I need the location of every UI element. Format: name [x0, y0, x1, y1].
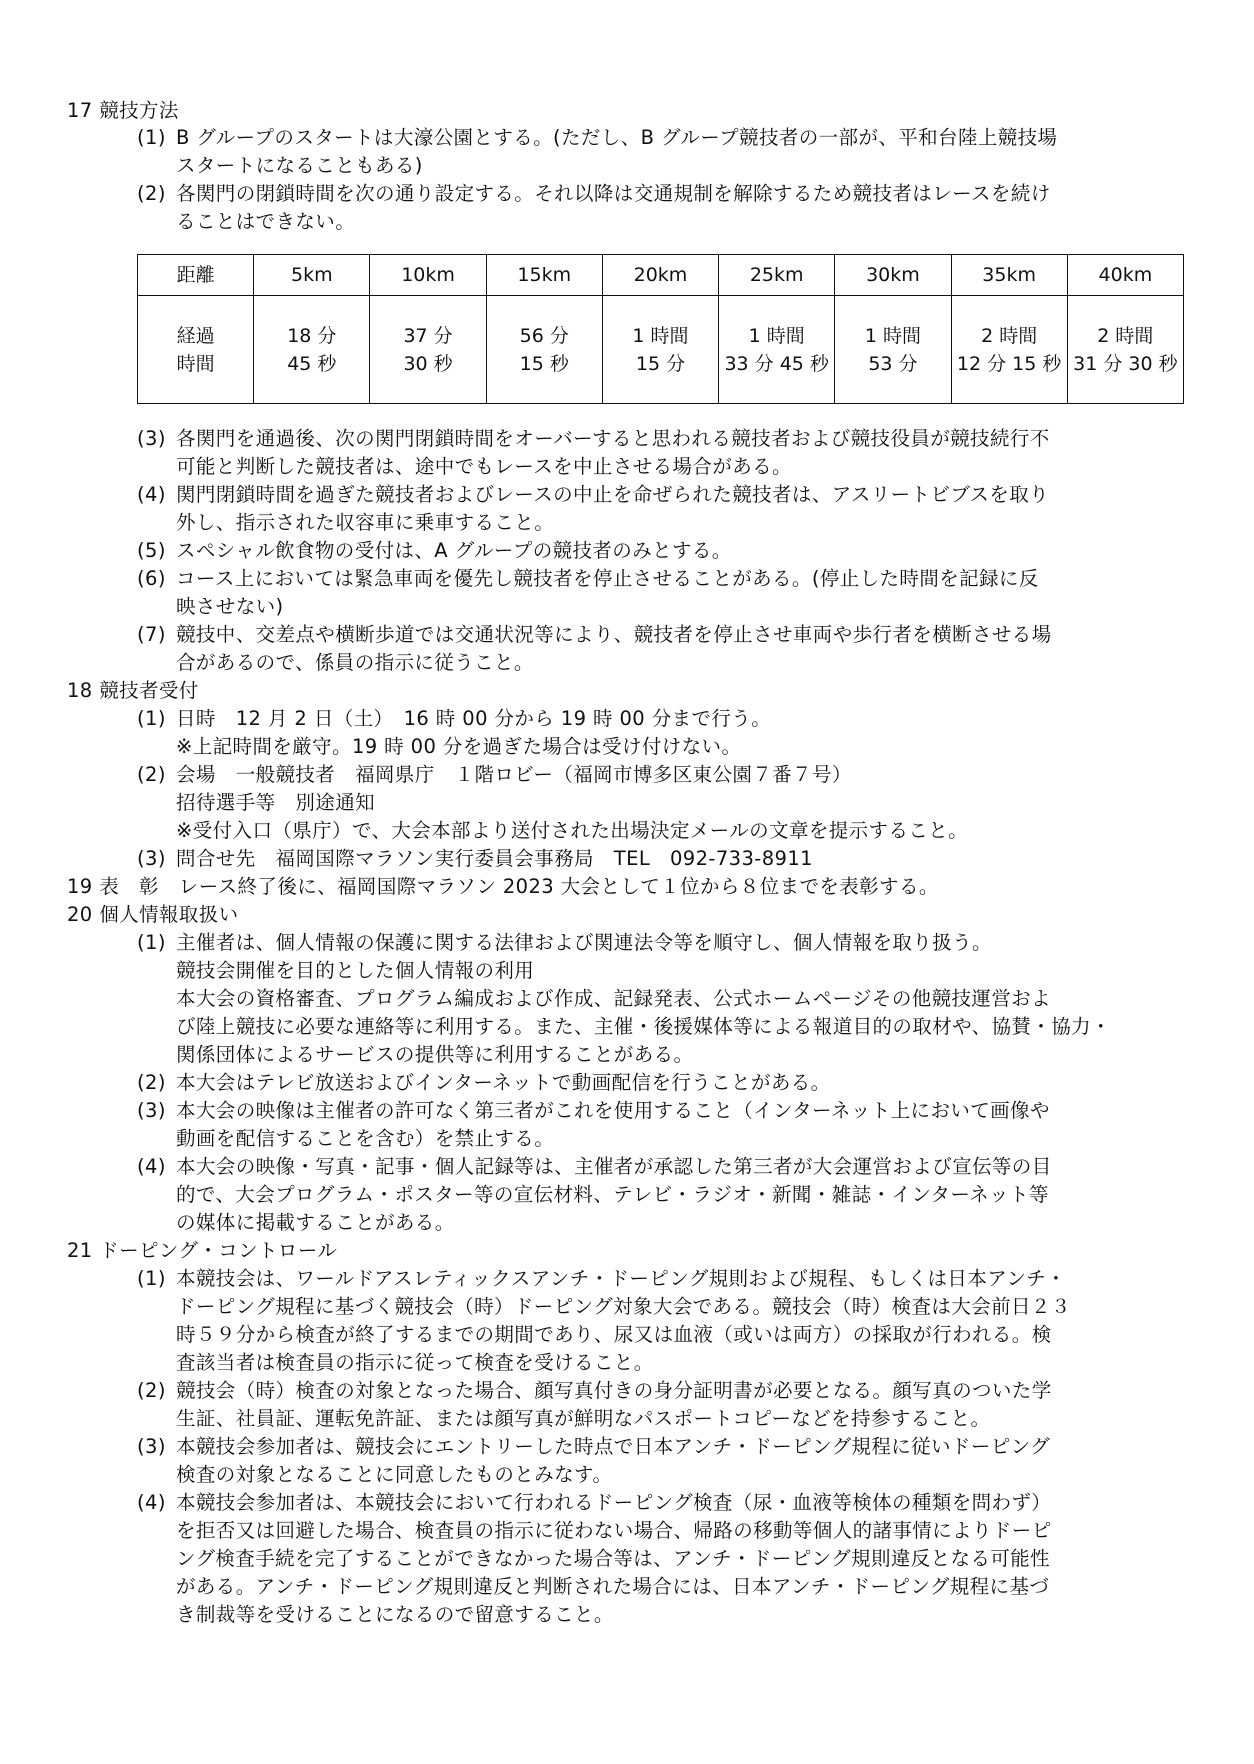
- cell-line: 15 秒: [519, 352, 569, 375]
- item-line: 関門閉鎖時間を過ぎた競技者およびレースの中止を命ぜられた競技者は、アスリートビブスを取り: [176, 483, 1050, 506]
- item-line: ※上記時間を厳守。19 時 00 分を過ぎた場合は受け付けない。: [176, 735, 742, 758]
- item-number: (5): [137, 539, 166, 562]
- time-cell: [951, 296, 1067, 404]
- item-line: 本大会の映像は主催者の許可なく第三者がこれを使用すること（インターネット上において画像や: [176, 1099, 1050, 1122]
- cell-line: 37 分: [403, 324, 453, 347]
- item-line: 本大会の映像・写真・記事・個人記録等は、主催者が承認した第三者が大会運営および宣伝等の目: [176, 1155, 1052, 1178]
- cell-line: 2 時間: [981, 324, 1038, 347]
- distance-cell: 20km: [602, 255, 718, 296]
- cell-line: 33 分 45 秒: [724, 352, 829, 375]
- item-number: (7): [137, 623, 166, 646]
- item-line: ることはできない。: [176, 210, 356, 233]
- item-number: (2): [137, 763, 166, 786]
- cell-line: 2 時間: [1097, 324, 1154, 347]
- item-number: (4): [137, 483, 166, 506]
- distance-cell: 10km: [370, 255, 486, 296]
- item-line: 検査の対象となることに同意したものとみなす。: [176, 1463, 613, 1486]
- cell-line: 30 秒: [403, 352, 453, 375]
- item-number: (3): [137, 1099, 166, 1122]
- item-line: 競技中、交差点や横断歩道では交通状況等により、競技者を停止させ車両や歩行者を横断させる場: [176, 623, 1052, 646]
- time-cell: [370, 296, 486, 404]
- item-line: の媒体に掲載することがある。: [176, 1211, 455, 1234]
- item-line: ング検査手続を完了することができなかった場合等は、アンチ・ドーピング規則違反となる可能性: [176, 1547, 1051, 1570]
- item-number: (6): [137, 567, 166, 590]
- section-title-17: 17 競技方法: [67, 99, 179, 122]
- item-line: 合があるので、係員の指示に従うこと。: [176, 651, 534, 674]
- cell-line: 31 分 30 秒: [1073, 352, 1178, 375]
- section-title-20: 20 個人情報取扱い: [67, 903, 239, 926]
- item-line: 映させない): [176, 595, 284, 618]
- time-cell: [1067, 296, 1183, 404]
- time-cell: [719, 296, 835, 404]
- time-cell: [486, 296, 602, 404]
- item-line: 本大会の資格審査、プログラム編成および作成、記録発表、公式ホームページその他競技運営およ: [176, 987, 1052, 1010]
- item-line: スペシャル飲食物の受付は、A グループの競技者のみとする。: [176, 539, 732, 562]
- distance-cell: 30km: [835, 255, 951, 296]
- distance-cell: 15km: [486, 255, 602, 296]
- item-line: 招待選手等 別途通知: [176, 791, 376, 814]
- section-title-18: 18 競技者受付: [67, 679, 199, 702]
- distance-cell: 5km: [254, 255, 370, 296]
- distance-header-cell: 距離: [138, 255, 254, 296]
- table-time-row: [138, 296, 1184, 404]
- cell-line: 56 分: [519, 324, 569, 347]
- item-line: 本大会はテレビ放送およびインターネットで動画配信を行うことがある。: [176, 1071, 831, 1094]
- section-title-21: 21 ドーピング・コントロール: [67, 1239, 338, 1262]
- section-title-19: 19 表 彰 レース終了後に、福岡国際マラソン 2023 大会として１位から８位までを表彰する。: [67, 875, 939, 898]
- item-line: 各関門を通過後、次の関門閉鎖時間をオーバーすると思われる競技者および競技役員が競技続行不: [176, 427, 1050, 450]
- cell-line: 45 秒: [287, 352, 337, 375]
- distance-cell: 40km: [1067, 255, 1183, 296]
- distance-cell: 35km: [951, 255, 1067, 296]
- item-number: (1): [137, 126, 166, 149]
- item-number: (1): [137, 1267, 166, 1290]
- item-line: ※受付入口（県庁）で、大会本部より送付された出場決定メールの文章を提示すること。: [176, 819, 969, 842]
- time-cell: [835, 296, 951, 404]
- item-line: 関係団体によるサービスの提供等に利用することがある。: [176, 1043, 694, 1066]
- time-cell: [254, 296, 370, 404]
- table-header-row: [138, 255, 1184, 296]
- checkpoint-closing-table: [137, 254, 1184, 404]
- item-number: (4): [137, 1155, 166, 1178]
- elapsed-time-label-cell: [138, 296, 254, 404]
- item-number: (2): [137, 182, 166, 205]
- item-line: 会場 一般競技者 福岡県庁 １階ロビー（福岡市博多区東公園７番７号）: [176, 763, 852, 786]
- item-line: 生証、社員証、運転免許証、または顔写真が鮮明なパスポートコピーなどを持参すること。: [176, 1407, 991, 1430]
- item-line: コース上においては緊急車両を優先し競技者を停止させることがある。(停止した時間を記録に反: [176, 567, 1039, 590]
- item-line: 各関門の閉鎖時間を次の通り設定する。それ以降は交通規制を解除するため競技者はレースを続け: [176, 182, 1051, 205]
- item-line: 主催者は、個人情報の保護に関する法律および関連法令等を順守し、個人情報を取り扱う。: [176, 931, 992, 954]
- item-line: び陸上競技に必要な連絡等に利用する。また、主催・後援媒体等による報道目的の取材や、協賛・協力・: [176, 1015, 1111, 1038]
- cell-line: 12 分 15 秒: [956, 352, 1062, 375]
- time-cell: [602, 296, 718, 404]
- item-line: 本競技会参加者は、本競技会において行われるドーピング検査（尿・血液等検体の種類を問わず）: [176, 1491, 1052, 1514]
- item-line: 競技会（時）検査の対象となった場合、顔写真付きの身分証明書が必要となる。顔写真のついた学: [176, 1379, 1052, 1402]
- item-line: スタートになることもある): [176, 154, 423, 177]
- item-number: (3): [137, 427, 166, 450]
- item-line: を拒否又は回避した場合、検査員の指示に従わない場合、帰路の移動等個人的諸事情によりドーピ: [176, 1519, 1052, 1542]
- cell-line: 1 時間: [864, 324, 921, 347]
- cell-line: 1 時間: [748, 324, 805, 347]
- cell-line: 18 分: [287, 324, 337, 347]
- item-line: 本競技会は、ワールドアスレティックスアンチ・ドーピング規則および規程、もしくは日本アンチ・: [176, 1267, 1067, 1290]
- item-number: (2): [137, 1379, 166, 1402]
- cell-line: 時間: [176, 352, 215, 375]
- item-line: 査該当者は検査員の指示に従って検査を受けること。: [176, 1351, 654, 1374]
- item-number: (3): [137, 847, 166, 870]
- item-line: き制裁等を受けることになるので留意すること。: [176, 1603, 614, 1626]
- item-line: 時５９分から検査が終了するまでの期間であり、尿又は血液（或いは両方）の採取が行われる。検: [176, 1323, 1052, 1346]
- cell-line: 1 時間: [632, 324, 689, 347]
- item-number: (1): [137, 931, 166, 954]
- item-line: がある。アンチ・ドーピング規則違反と判断された場合には、日本アンチ・ドーピング規程に基づ: [176, 1575, 1050, 1598]
- cell-line: 経過: [176, 324, 215, 347]
- item-line: 本競技会参加者は、競技会にエントリーした時点で日本アンチ・ドーピング規程に従いドーピング: [176, 1435, 1051, 1458]
- item-line: 競技会開催を目的とした個人情報の利用: [176, 959, 535, 982]
- item-line: 動画を配信することを含む）を禁止する。: [176, 1127, 555, 1150]
- item-line: 問合せ先 福岡国際マラソン実行委員会事務局 TEL 092-733-8911: [176, 847, 813, 870]
- cell-line: 53 分: [868, 352, 918, 375]
- item-line: 可能と判断した競技者は、途中でもレースを中止させる場合がある。: [176, 455, 792, 478]
- item-line: 的で、大会プログラム・ポスター等の宣伝材料、テレビ・ラジオ・新聞・雑誌・インターネット等: [176, 1183, 1049, 1206]
- item-line: B グループのスタートは大濠公園とする。(ただし、B グループ競技者の一部が、平和台陸上競技場: [176, 126, 1058, 149]
- item-number: (4): [137, 1491, 166, 1514]
- item-number: (3): [137, 1435, 166, 1458]
- item-line: 日時 12 月 2 日（土） 16 時 00 分から 19 時 00 分まで行う。: [176, 707, 772, 730]
- item-line: 外し、指示された収容車に乗車すること。: [176, 511, 555, 534]
- item-number: (1): [137, 707, 166, 730]
- cell-line: 15 分: [635, 352, 686, 375]
- item-number: (2): [137, 1071, 166, 1094]
- item-line: ドーピング規程に基づく競技会（時）ドーピング対象大会である。競技会（時）検査は大会前日２３: [176, 1295, 1071, 1318]
- distance-cell: 25km: [719, 255, 835, 296]
